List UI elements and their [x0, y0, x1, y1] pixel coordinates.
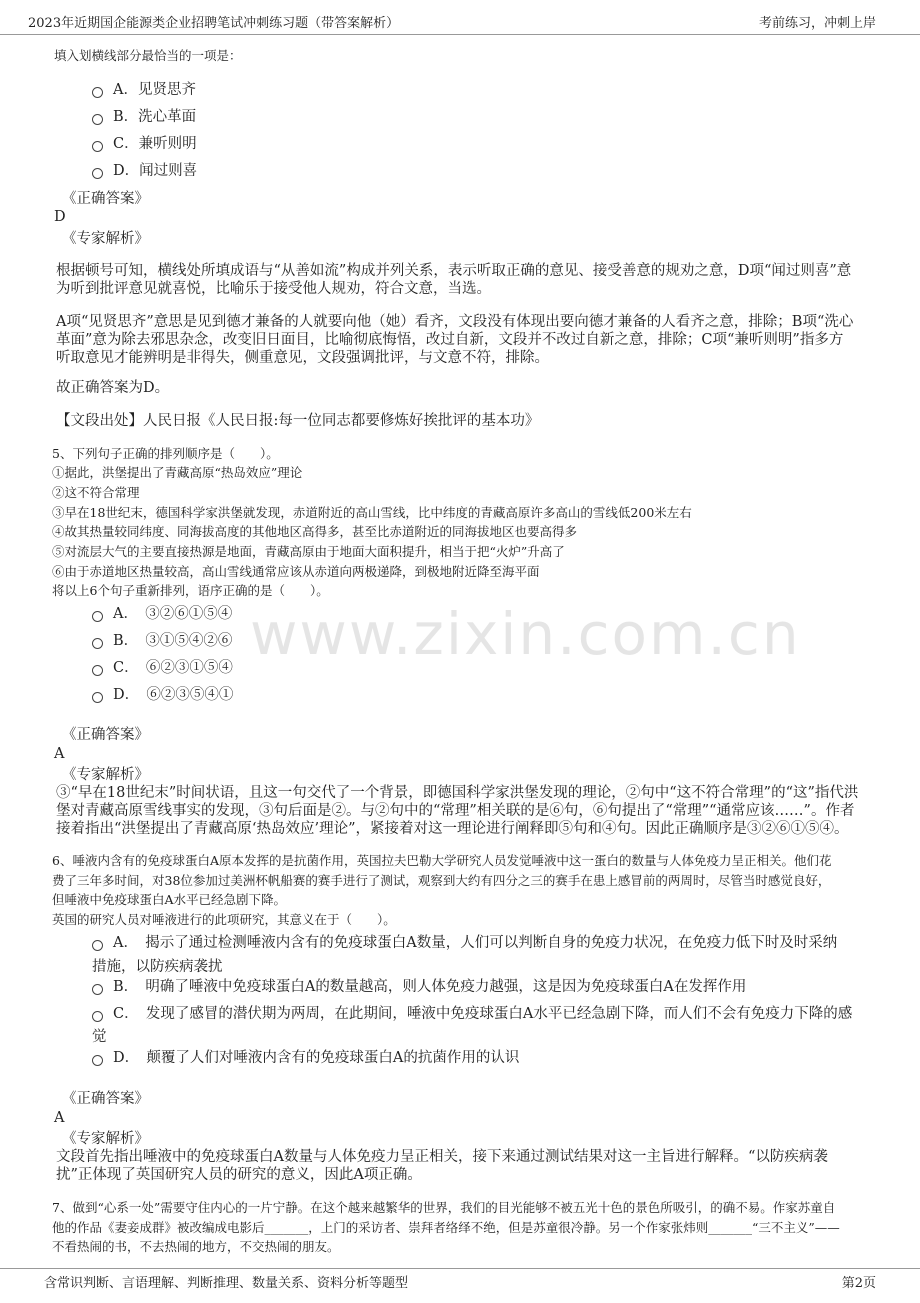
q4-stem: 填入划横线部分最恰当的一项是：	[54, 48, 242, 63]
q5-option-c[interactable]: C． ⑥②③①⑤④	[92, 655, 233, 681]
q5-sentence: ②这不符合常理	[52, 485, 140, 500]
q6-option-c-cont: 觉	[92, 1029, 107, 1045]
q6-analysis-line: 文段首先指出唾液中的免疫球蛋白A数量与人体免疫力呈正相关，接下来通过测试结果对这一主旨进行解释。“以防疾病袭	[56, 1149, 828, 1165]
q4-option-a[interactable]: A．见贤思齐	[92, 77, 196, 103]
q5-sentence: ⑤对流层大气的主要直接热源是地面，青藏高原由于地面大面积提升，相当于把“火炉”升高了	[52, 544, 565, 559]
q6-answer: A	[54, 1110, 65, 1126]
q5-stem: 5、下列句子正确的排列顺序是（ ）。	[52, 446, 279, 461]
radio-icon[interactable]	[92, 940, 103, 951]
radio-icon[interactable]	[92, 168, 103, 179]
q4-option-b[interactable]: B．洗心革面	[92, 104, 196, 130]
q4-analysis-line: 革面”意为除去邪思杂念，改变旧日面目，比喻彻底悔悟，改过自新，文段并不改过自新之意，排除；C项“兼听则明”指多方	[56, 332, 844, 348]
q4-analysis-label: 《专家解析》	[62, 231, 149, 247]
q4-answer: D	[54, 209, 66, 225]
radio-icon[interactable]	[92, 1055, 103, 1066]
q6-option-a[interactable]: A． 揭示了通过检测唾液内含有的免疫球蛋白A数量，人们可以判断自身的免疫力状况，在免疫力低下时及时采纳	[92, 930, 837, 956]
q4-analysis-line: 为听到批评意见就喜悦，比喻乐于接受他人规劝，符合文意，当选。	[56, 281, 491, 297]
header-slogan: 考前练习，冲刺上岸	[758, 16, 876, 31]
q5-sentence: ④故其热量较同纬度、同海拔高度的其他地区高得多，甚至比赤道附近的同海拔地区也要高得多	[52, 524, 578, 539]
q4-analysis-line: A项“见贤思齐”意思是见到德才兼备的人就要向他（她）看齐，文段没有体现出要向德才兼备的人看齐之意，排除；B项“洗心	[56, 314, 854, 330]
q7-stem: 7、做到“心系一处”需要守住内心的一片宁静。在这个越来越繁华的世界，我们的目光能够不被五光十色的景色所吸引，的确不易。作家苏童自	[52, 1200, 836, 1215]
radio-icon[interactable]	[92, 141, 103, 152]
q7-stem: 他的作品《妻妾成群》被改编成电影后_______，上门的采访者、崇拜者络绎不绝，但是苏童很冷静。另一个作家张炜则_______“三不主义”——	[52, 1220, 840, 1235]
footer-note: 含常识判断、言语理解、判断推理、数量关系、资料分析等题型	[44, 1276, 409, 1291]
q7-stem: 不看热闹的书，不去热闹的地方，不交热闹的朋友。	[52, 1239, 340, 1254]
q5-answer: A	[54, 746, 65, 762]
q4-conclusion: 故正确答案为D。	[56, 380, 170, 396]
q6-stem: 但唾液中免疫球蛋白A水平已经急剧下降。	[52, 892, 287, 907]
q4-analysis-line: 听取意见才能辨明是非得失，侧重意见，文段强调批评，与文意不符，排除。	[56, 350, 549, 366]
q5-answer-label: 《正确答案》	[62, 727, 149, 743]
q5-sentence: ⑥由于赤道地区热量较高，高山雪线通常应该从赤道向两极递降，到极地附近降至海平面	[52, 564, 540, 579]
q5-option-d[interactable]: D． ⑥②③⑤④①	[92, 682, 233, 708]
watermark: www.zixin.com.cn	[250, 600, 801, 668]
q5-analysis-line: ③“早在18世纪末”时间状语，且这一句交代了一个背景，即德国科学家洪堡发现的理论，②句中“这不符合常理”的“这”指代洪	[56, 785, 859, 801]
page-header	[0, 0, 920, 35]
q4-source: 【文段出处】人民日报《人民日报:每一位同志都要修炼好挨批评的基本功》	[56, 413, 540, 429]
radio-icon[interactable]	[92, 114, 103, 125]
header-title: 2023年近期国企能源类企业招聘笔试冲刺练习题（带答案解析）	[28, 16, 400, 31]
q6-option-a-cont: 措施，以防疾病袭扰	[92, 959, 223, 975]
q6-option-c[interactable]: C． 发现了感冒的潜伏期为两周，在此期间，唾液中免疫球蛋白A水平已经急剧下降，而人们不会有免疫力下降的感	[92, 1001, 852, 1027]
q6-analysis-line: 扰”正体现了英国研究人员的研究的意义，因此A项正确。	[56, 1167, 422, 1183]
q5-sentence: ①据此，洪堡提出了青藏高原“热岛效应”理论	[52, 465, 303, 480]
q4-answer-label: 《正确答案》	[62, 191, 149, 207]
radio-icon[interactable]	[92, 1011, 103, 1022]
q6-option-b[interactable]: B． 明确了唾液中免疫球蛋白A的数量越高，则人体免疫力越强，这是因为免疫球蛋白A在发挥作用	[92, 974, 746, 1000]
q4-option-d[interactable]: D．闻过则喜	[92, 158, 197, 184]
page-footer	[0, 1268, 920, 1303]
q5-analysis-label: 《专家解析》	[62, 767, 149, 783]
q6-option-d[interactable]: D． 颠覆了人们对唾液内含有的免疫球蛋白A的抗菌作用的认识	[92, 1045, 519, 1071]
radio-icon[interactable]	[92, 665, 103, 676]
q6-analysis-label: 《专家解析》	[62, 1131, 149, 1147]
q6-stem: 费了三年多时间，对38位参加过美洲杯帆船赛的赛手进行了测试，观察到大约有四分之三的赛手在患上感冒前的两周时，尽管当时感觉良好，	[52, 873, 831, 888]
q4-option-c[interactable]: C．兼听则明	[92, 131, 197, 157]
q5-prompt: 将以上6个句子重新排列，语序正确的是（ ）。	[52, 583, 329, 598]
radio-icon[interactable]	[92, 87, 103, 98]
radio-icon[interactable]	[92, 984, 103, 995]
page-number: 第2页	[841, 1276, 876, 1291]
q5-sentence: ③早在18世纪末，德国科学家洪堡就发现，赤道附近的高山雪线，比中纬度的青藏高原许多高山的雪线低200米左右	[52, 505, 692, 520]
radio-icon[interactable]	[92, 638, 103, 649]
q5-option-b[interactable]: B． ③①⑤④②⑥	[92, 628, 232, 654]
q5-option-a[interactable]: A． ③②⑥①⑤④	[92, 601, 232, 627]
q6-prompt: 英国的研究人员对唾液进行的此项研究，其意义在于（ ）。	[52, 912, 396, 927]
radio-icon[interactable]	[92, 692, 103, 703]
q6-answer-label: 《正确答案》	[62, 1091, 149, 1107]
q6-stem: 6、唾液内含有的免疫球蛋白A原本发挥的是抗菌作用，英国拉夫巴勒大学研究人员发觉唾液中这一蛋白的数量与人体免疫力呈正相关。他们花	[52, 853, 832, 868]
q5-analysis-line: 接着指出“洪堡提出了青藏高原‘热岛效应’理论”，紧接着对这一理论进行阐释即⑤句和④句。因此正确顺序是③②⑥①⑤④。	[56, 821, 849, 837]
q4-analysis-line: 根据顿号可知，横线处所填成语与“从善如流”构成并列关系，表示听取正确的意见、接受善意的规劝之意，D项“闻过则喜”意	[56, 263, 852, 279]
q5-analysis-line: 堡对青藏高原雪线事实的发现，③句后面是②。与②句中的“常理”相关联的是⑥句，⑥句提出了“常理”“通常应该……”。作者	[56, 803, 855, 819]
radio-icon[interactable]	[92, 611, 103, 622]
